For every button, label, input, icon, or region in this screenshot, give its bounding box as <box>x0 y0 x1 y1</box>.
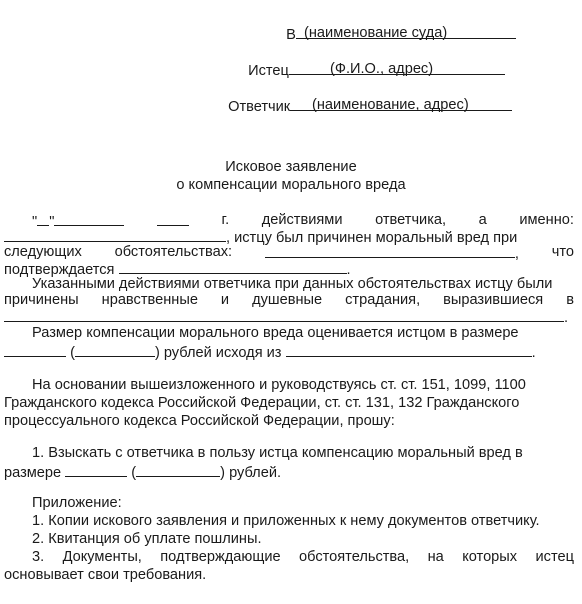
doc-title-line1: Исковое заявление <box>225 159 357 175</box>
p4-line3: процессуального кодекса Российской Федерации, прошу: <box>4 413 395 429</box>
attachment-item-3: 3. Документы, подтверждающие обстоятельства, на которых истец <box>32 549 574 565</box>
p1-line1: " " г. действиями ответчика, а именно: <box>32 212 574 230</box>
p2-line3: . <box>4 307 574 327</box>
attachments-heading: Приложение: <box>32 495 122 511</box>
plaintiff-label: Истец <box>248 63 289 79</box>
p5-line2: размере ( ) рублей. <box>4 462 574 482</box>
p4-line1: На основании вышеизложенного и руководствуясь ст. ст. 151, 1099, 1100 <box>32 377 526 393</box>
p4-line2: Гражданского кодекса Российской Федерации, ст. ст. 131, 132 Гражданского <box>4 395 520 411</box>
p1-line3: следующих обстоятельствах: , что <box>4 244 574 262</box>
p2-line2: причинены нравственные и душевные страдания, выразившиеся в <box>4 292 574 308</box>
attachment-item-1: 1. Копии искового заявления и приложенных к нему документов ответчику. <box>32 513 540 529</box>
p3-line1: Размер компенсации морального вреда оценивается истцом в размере <box>32 325 519 341</box>
attachment-item-2: 2. Квитанция об уплате пошлины. <box>32 531 262 547</box>
doc-title-line2: о компенсации морального вреда <box>176 177 406 193</box>
p2-line1: Указанными действиями ответчика при данных обстоятельствах истцу были <box>32 276 553 292</box>
defendant-caption: (наименование, адрес) <box>312 97 469 113</box>
court-caption: (наименование суда) <box>304 25 448 41</box>
p5-line1: 1. Взыскать с ответчика в пользу истца компенсацию моральный вред в <box>32 445 523 461</box>
p1-line4: подтверждается . <box>4 259 574 279</box>
defendant-label: Ответчик <box>228 99 291 115</box>
p3-line2: ( ) рублей исходя из . <box>4 342 574 362</box>
court-label: В <box>286 27 296 43</box>
attachment-item-3-cont: основывает свои требования. <box>4 567 207 583</box>
p1-line2: , истцу был причинен моральный вред при <box>4 227 574 247</box>
plaintiff-caption: (Ф.И.О., адрес) <box>330 61 434 77</box>
p1-blank-a <box>4 227 226 242</box>
